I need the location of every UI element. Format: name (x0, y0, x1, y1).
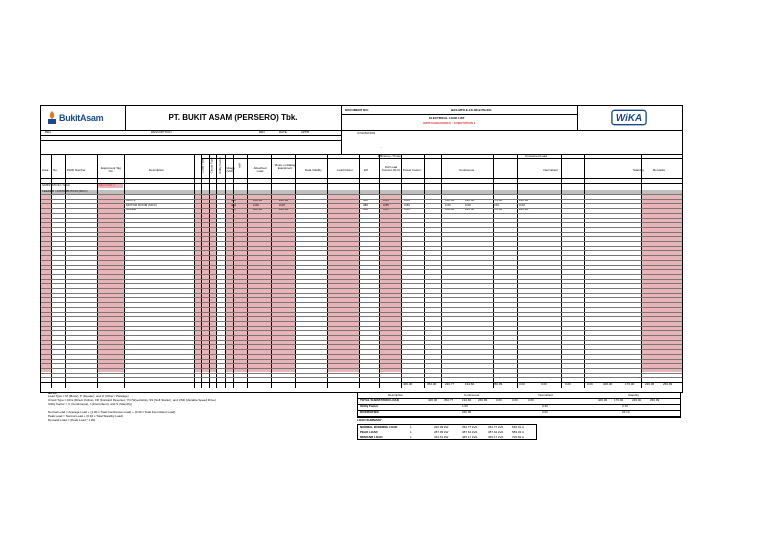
row-value: 220.00 (519, 207, 529, 212)
row-value: 0.89 (404, 198, 410, 202)
grid-hline (41, 236, 682, 237)
load-row-label: PEAK LOAD (360, 430, 378, 434)
grid-hline (41, 241, 682, 242)
row-value: 0.00 (279, 202, 285, 207)
summary-row-line (358, 404, 680, 405)
summary-row-value: 260.99 (478, 398, 488, 402)
load-row-label: NORMAL RUNNING LOAD (360, 425, 398, 429)
note-line: Normal Load = Average Load + (1.00 x Total Continuous Load) + (0.30 x Total Intermittent Load) (48, 410, 176, 414)
grid-hline (41, 302, 682, 303)
total-value: 352.00 (427, 382, 437, 386)
grid-hline (41, 283, 682, 284)
grid-hline (41, 368, 682, 369)
grid-hline (41, 265, 682, 266)
load-row-kva: 352.77 kVA (462, 425, 478, 429)
total-value: 194.84 (465, 382, 475, 386)
grid-hline (41, 227, 682, 228)
grid-hline (41, 344, 682, 345)
col-area: Area (42, 168, 49, 172)
note-line: Load Type = M (Motor), P (Feeder), and O (Other / Package) (48, 394, 129, 398)
grid-hline (41, 335, 682, 336)
load-list-sheet (40, 105, 683, 393)
col-load-factor: Load Factor (337, 168, 354, 172)
summary-row-value: 0.10 (622, 404, 628, 408)
summary-row-line (358, 416, 680, 417)
total-value: 0.00 (541, 382, 547, 386)
section-substation: SUBSTATION / MCC (42, 183, 71, 187)
row-description: MOTOR ROOM (MCC) (126, 202, 157, 207)
col-continuous: Continuous (459, 168, 475, 172)
grid-hline (41, 218, 682, 219)
company-logo (41, 106, 126, 130)
grid-hline (41, 293, 682, 294)
col-pid-number: P&ID Number (67, 168, 86, 172)
grid-hline (41, 250, 682, 251)
grid-hline (41, 288, 682, 289)
grid-hline (41, 203, 682, 204)
summary-intermittent: Intermittent (538, 393, 554, 397)
row-value: 220.00 (279, 207, 289, 212)
row-value: 0.00 (445, 202, 451, 207)
grid-hline (41, 269, 682, 270)
col-power-factor: Power Factor (403, 168, 421, 172)
grid-hline (41, 340, 682, 341)
col-no: No. (53, 168, 58, 172)
load-row-kva: 387.64 kVA (462, 430, 478, 434)
col-voltage: Voltage (Volt) (224, 166, 235, 173)
grid-hline (41, 255, 682, 256)
grid-hline (41, 321, 682, 322)
row-value: 176.00 (493, 198, 503, 202)
notes-block (48, 392, 348, 423)
grid-hline (41, 326, 682, 327)
col-absorbed-load: Absorbed Load (253, 166, 267, 173)
row-description: MCC-1 (126, 198, 136, 202)
load-row-label: DEMAND LOAD (360, 435, 383, 439)
company-name: PT. BUKIT ASAM (PERSERO) Tbk. (168, 113, 298, 122)
total-value: 0.00 (587, 382, 593, 386)
row-value: 0.89 (404, 207, 410, 212)
row-value: 220.00 (465, 207, 475, 212)
col-standby: Standby (633, 168, 645, 172)
row-value: 176.00 (493, 207, 503, 212)
date-label: DATE (279, 130, 287, 134)
document-number-cell (341, 106, 578, 130)
col-circuit-type: Circuit Type (209, 157, 214, 174)
summary-row-value: 0.00 (512, 398, 518, 402)
row-value: 400 (231, 198, 237, 202)
col-motor-rating: Motor or Rating Equipment (274, 163, 296, 170)
row-value: 380 (363, 207, 369, 212)
row-value: 0.85 (383, 198, 389, 202)
row-value: 200.00 (253, 198, 263, 202)
load-row-amp: 706.84 A (512, 435, 524, 439)
grid-hline (41, 330, 682, 331)
col-consumed-load: Consumed Load (525, 154, 548, 158)
grid-hline (41, 297, 682, 298)
summary-row-value: 400.00 (598, 398, 608, 402)
total-value: 260.99 (663, 382, 673, 386)
grid-hline (41, 363, 682, 364)
summary-row-value: 260.99 (462, 410, 472, 414)
summary-row-label: Utility Factor (360, 404, 379, 408)
load-row-kw: 287.09 kW (434, 430, 449, 434)
col-remarks: Remarks (653, 168, 666, 172)
load-row-amp: 589.03 A (512, 430, 524, 434)
row-description: SPARE (126, 207, 136, 212)
summary-row-value: 176.00 (614, 398, 624, 402)
summary-row-value: 260.99 (650, 398, 660, 402)
total-value: 220.00 (645, 382, 655, 386)
grid-hline (41, 312, 682, 313)
row-value: 0.00 (519, 202, 525, 207)
load-row-n: 1 (410, 425, 412, 429)
summary-row-value: 194.84 (462, 398, 472, 402)
row-value: 0.00 (493, 202, 499, 207)
summary-table (357, 392, 681, 418)
doc-title: ELECTRICAL LOAD LIST (429, 116, 465, 120)
col-intermittent: Intermittent (543, 168, 559, 172)
grid-hline (41, 373, 682, 374)
appd-label: APPD (301, 130, 310, 134)
rev-label: REV (45, 130, 52, 134)
bukit-asam-logo-icon (47, 111, 57, 124)
grid-hline (41, 349, 682, 350)
row-value: 0.00 (465, 202, 471, 207)
company-cell (125, 106, 342, 130)
grid-hline (41, 260, 682, 261)
section-feeder: FEEDER / DISTRIBUTION (MCC) (42, 189, 88, 193)
section-tag: SECTION 1 (99, 183, 115, 187)
row-value: 0.00 (253, 202, 259, 207)
summary-standby: Standby (628, 393, 640, 397)
svg-text:WiKA: WiKA (615, 113, 643, 125)
col-utility-factor: Utility Factor (217, 157, 222, 174)
note-line: Circuit Type = DOL (Direct Online), FR (Forward Reverse), YD (Wye-Delta), SS (Soft Starter), and VSD (Variable Speed Drive) (48, 398, 216, 402)
load-row-amp: 536.01 A (512, 425, 524, 429)
load-row-kva2: 352.77 kVA (488, 425, 504, 429)
load-row-kw: 344.51 kW (434, 435, 449, 439)
wika-logo-cell (577, 106, 682, 130)
grid-hline (41, 307, 682, 308)
load-row-n: 1 (410, 430, 412, 434)
summary-row-value: 0.00 (542, 410, 548, 414)
row-value: 200.00 (253, 207, 263, 212)
summary-row-label: TOTAL SUBSTATION LOAD (360, 398, 399, 402)
grid-hline (41, 316, 682, 317)
col-kw: kW (237, 163, 242, 168)
summary-row-line (358, 410, 680, 411)
grid-hline (41, 199, 682, 200)
grid-hline (41, 354, 682, 355)
summary-row-value: 352.77 (444, 398, 454, 402)
notes-title: NOTE: (48, 391, 58, 395)
col-data-validity: Data Validity (305, 168, 322, 172)
col-load-type: Load Type (200, 158, 205, 173)
total-value: 400.00 (603, 382, 613, 386)
col-eff: Eff. (364, 168, 369, 172)
grid-hline (41, 246, 682, 247)
total-value: 400.00 (403, 382, 413, 386)
row-value: 352.00 (445, 198, 455, 202)
load-row-kw: 260.99 kW (434, 425, 449, 429)
total-value: 0.00 (519, 382, 525, 386)
load-summary-title: LOAD SUMMARY (357, 418, 382, 422)
load-row-kva2: 465.17 kVA (488, 435, 504, 439)
row-value: 220.00 (519, 198, 529, 202)
summary-description: Description (388, 393, 404, 397)
summary-row-value: 0.00 (496, 398, 502, 402)
summary-row-value: 0.00 (528, 398, 534, 402)
row-value: 352.00 (445, 207, 455, 212)
load-summary-table (357, 419, 537, 440)
sheet-header (41, 106, 682, 131)
col-description: Description (149, 168, 165, 172)
wika-logo-icon (611, 109, 647, 126)
row-value: 0.85 (383, 207, 389, 212)
summary-row-value: 0.30 (542, 404, 548, 408)
grid-hline (41, 377, 682, 378)
project-label: UTILIZATION (357, 131, 376, 135)
grid-hline (41, 279, 682, 280)
grid-hline (41, 194, 682, 195)
note-line: Utility Factor = C (Continuous), I (Intermittent), and S (Standby) (48, 402, 132, 406)
grid-hline (41, 222, 682, 223)
row-value: 380 (363, 202, 369, 207)
document-no-label: DOCUMENT NO: (345, 108, 369, 112)
total-value: 260.99 (493, 382, 503, 386)
grid-hline (41, 232, 682, 233)
load-row-kva2: 387.64 kVA (488, 430, 504, 434)
row-value: 380 (363, 198, 369, 202)
total-value: 220.77 (445, 382, 455, 386)
total-value: 176.00 (625, 382, 635, 386)
row-value: 0.89 (404, 202, 410, 207)
load-row-n: 1 (410, 435, 412, 439)
grid-hline (41, 213, 682, 214)
summary-continuous: Continuous (464, 393, 480, 397)
grid-hline (41, 359, 682, 360)
summary-row-value: 1.00 (462, 404, 468, 408)
total-value: 0.00 (565, 382, 571, 386)
summary-row-value: 220.00 (632, 398, 642, 402)
row-value: 400 (231, 207, 237, 212)
row-value: 220.00 (465, 198, 475, 202)
col-efficiency-group: Efficiency / Power (378, 154, 402, 158)
summary-row-value: 400.00 (428, 398, 438, 402)
summary-row-value: 26.10 (622, 410, 630, 414)
col-equipment-tag: Equipment Tag No. (101, 166, 121, 173)
row-value: 400 (231, 202, 237, 207)
description-label: DESCRIPTION (151, 130, 172, 134)
summary-row-label: DIVERSIFIED (360, 410, 379, 414)
note-line: Demand Load = (Peak Load * 1.20) (48, 418, 96, 422)
doc-subtitle: SWITCHGEAR/MCC - SUBSTATION 1 (423, 121, 476, 125)
row-value: 0.85 (383, 202, 389, 207)
note-line: Peak Load = Normal Load + (0.10 x Total Standby Load) (48, 414, 123, 418)
row-value: 220.00 (279, 198, 289, 202)
load-row-kva: 465.17 kVA (462, 435, 478, 439)
project-dash: - (381, 145, 382, 149)
logo-text: BukitAsam (59, 113, 104, 123)
document-no: BAS-MTR-E-LD-0012-PB-001 (451, 108, 492, 112)
col-flc: Full Load Current (FLC) (381, 165, 401, 172)
grid-hline (41, 274, 682, 275)
rev-col-label: REV (259, 130, 266, 134)
